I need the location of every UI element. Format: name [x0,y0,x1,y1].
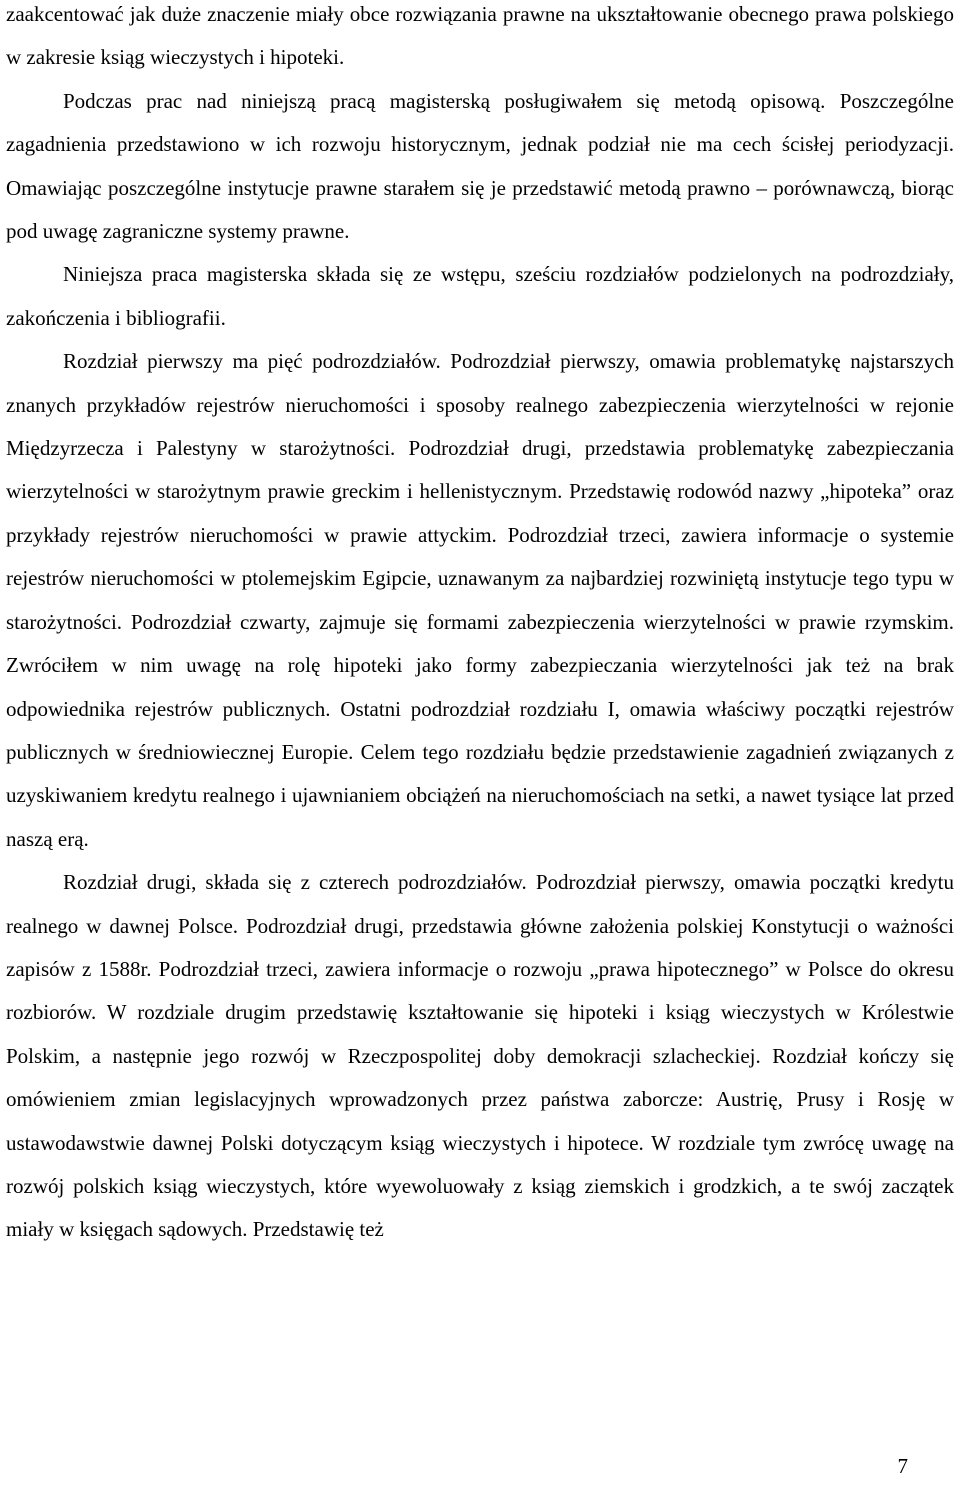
paragraph-structure: Niniejsza praca magisterska składa się ze wstępu, sześciu rozdziałów podzielonych na podrozdziały, zakończenia i bibliografii. [6,262,954,330]
paragraph-method: Podczas prac nad niniejszą pracą magisterską posługiwałem się metodą opisową. Poszczególne zagadnienia przedstawiono w ich rozwoju historycznym, jednak podział nie ma cech ścisłej periodyzacji. Omawiając poszczególne instytucje prawne starałem się je przedstawić metodą prawno – porównawczą, biorąc pod uwagę zagraniczne systemy prawne. [6,88,954,244]
paragraph-continuation: zaakcentować jak duże znaczenie miały obce rozwiązania prawne na ukształtowanie obecnego prawa polskiego w zakresie ksiąg wieczystych i hipoteki. [6,2,954,70]
page-number: 7 [897,1454,908,1478]
paragraph-chapter-two: Rozdział drugi, składa się z czterech podrozdziałów. Podrozdział pierwszy, omawia początki kredytu realnego w dawnej Polsce. Podrozdział drugi, przedstawia główne założenia polskiej Konstytucji o ważności zapisów z 1588r. Podrozdział trzeci, zawiera informacje o rozwoju „prawa hipotecznego” w Polsce do okresu rozbiorów. W rozdziale drugim przedstawię kształtowanie się hipoteki i ksiąg wieczystych w Królestwie Polskim, a następnie jego rozwój w Rzeczpospolitej doby demokracji szlacheckiej. Rozdział kończy się omówieniem zmian legislacyjnych wprowadzonych przez państwa zaborcze: Austrię, Prusy i Rosję w ustawodawstwie dawnej Polski dotyczącym ksiąg wieczystych i hipotece. W rozdziale tym zwrócę uwagę na rozwój polskich ksiąg wieczystych, które wyewoluowały z ksiąg ziemskich i grodzkich, a te swój zaczątek miały w księgach sądowych. Przedstawię też [6,870,954,1242]
paragraph-chapter-one: Rozdział pierwszy ma pięć podrozdziałów. Podrozdział pierwszy, omawia problematykę najstarszych znanych przykładów rejestrów nieruchomości i sposoby realnego zabezpieczenia wierzytelności w rejonie Międzyrzecza i Palestyny w starożytności. Podrozdział drugi, przedstawia problematykę zabezpieczania wierzytelności w starożytnym prawie greckim i hellenistycznym. Przedstawię rodowód nazwy „hipoteka” oraz przykłady rejestrów nieruchomości w prawie attyckim. Podrozdział trzeci, zawiera informacje o systemie rejestrów nieruchomości w ptolemejskim Egipcie, uznawanym za najbardziej rozwiniętą instytucje tego typu w starożytności. Podrozdział czwarty, zajmuje się formami zabezpieczenia wierzytelności w prawie rzymskim. Zwróciłem w nim uwagę na rolę hipoteki jako formy zabezpieczania wierzytelności jak też na brak odpowiednika rejestrów publicznych. Ostatni podrozdział rozdziału I, omawia właściwy początki rejestrów publicznych w średniowiecznej Europie. Celem tego rozdziału będzie przedstawienie zagadnień związanych z uzyskiwaniem kredytu realnego i ujawnianiem obciążeń na nieruchomościach na setki, a nawet tysiące lat przed naszą erą. [6,349,954,851]
document-page [6,0,954,1252]
